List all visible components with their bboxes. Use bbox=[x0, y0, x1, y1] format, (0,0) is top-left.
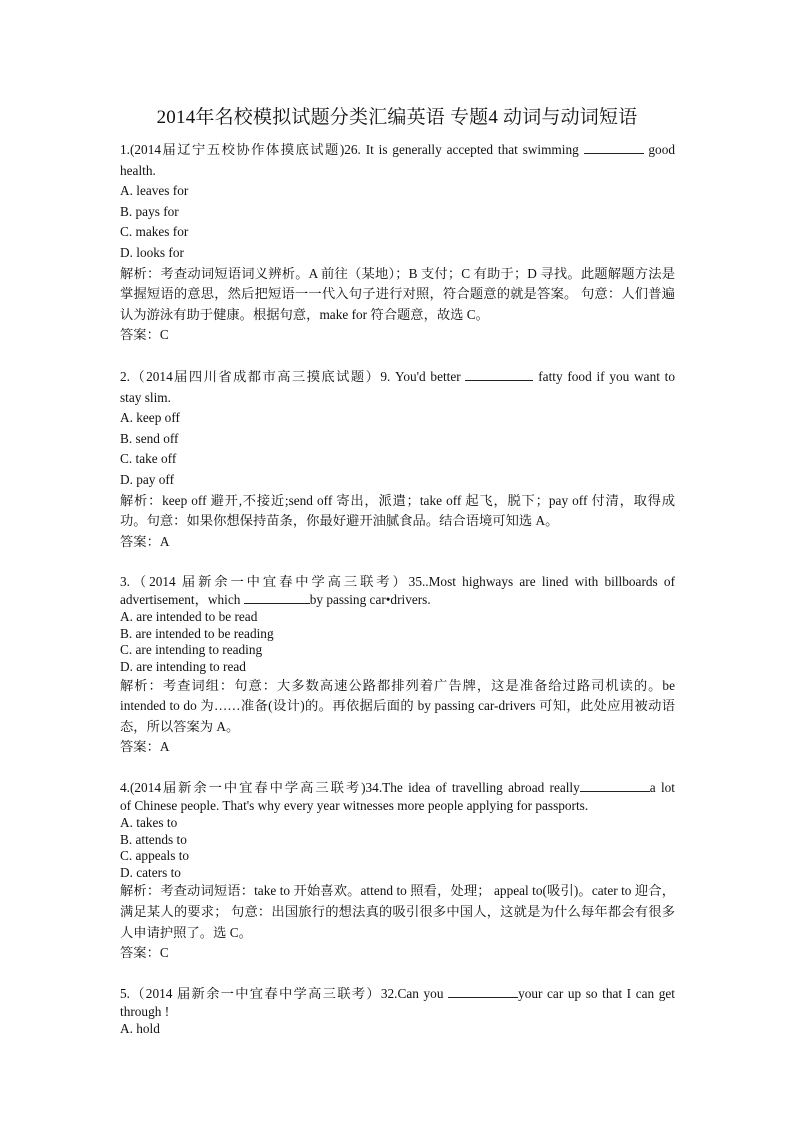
answer: 答案：C bbox=[120, 945, 169, 961]
answer-blank bbox=[584, 141, 644, 154]
explanation: 解析：考查动词短语词义辨析。A 前往（某地）；B 支付；C 有助于；D 寻找。此题解题方法是掌握短语的意思，然后把短语一一代入句子进行对照，符合题意的就是答案。 句意：人们普遍认为游泳有助于健康。根据句意，make for 符合题意，故选 C。 bbox=[120, 265, 675, 322]
spacer bbox=[120, 552, 675, 573]
option-d: D. are intending to read bbox=[120, 659, 246, 675]
question-stem-continued: health. bbox=[120, 162, 156, 178]
question-stem: 3.（2014 届新余一中宜春中学高三联考）35..Most highways are lined with billboards of bbox=[120, 574, 675, 590]
explanation: 解析：考查词组：句意：大多数高速公路都排列着广告牌，这是准备给过路司机读的。be intended to do 为……准备(设计)的。再依据后面的 by passing car-drivers 可知，此处应用被动语态，所以答案为 A。 bbox=[120, 677, 675, 734]
question-4 bbox=[120, 779, 675, 964]
question-2 bbox=[120, 367, 675, 552]
question-1 bbox=[120, 140, 675, 346]
question-stem: 2.（2014届四川省成都市高三摸底试题）9. You'd better fatty food if you want to bbox=[120, 368, 676, 384]
answer: 答案：A bbox=[120, 739, 170, 755]
option-c: C. makes for bbox=[120, 224, 189, 240]
answer-blank bbox=[244, 591, 310, 604]
option-d: D. looks for bbox=[120, 244, 184, 260]
question-stem: 5.（2014 届新余一中宜春中学高三联考）32.Can you your car up so that I can get bbox=[120, 985, 675, 1001]
page-title: 2014年名校模拟试题分类汇编英语 专题4 动词与动词短语 bbox=[156, 107, 638, 128]
option-a: A. leaves for bbox=[120, 183, 189, 199]
answer: 答案：C bbox=[120, 327, 169, 343]
option-c: C. appeals to bbox=[120, 848, 190, 864]
option-c: C. are intending to reading bbox=[120, 642, 263, 658]
answer-blank bbox=[448, 985, 518, 998]
question-stem-continued: of Chinese people. That's why every year witnesses more people applying for passports. bbox=[120, 798, 589, 814]
option-a: A. are intended to be read bbox=[120, 609, 258, 625]
question-5 bbox=[120, 985, 675, 1038]
option-a: A. keep off bbox=[120, 410, 180, 426]
question-stem: 1.(2014届辽宁五校协作体摸底试题)26. It is generally accepted that swimming good bbox=[120, 142, 675, 157]
explanation: 解析：考查动词短语：take to 开始喜欢。attend to 照看，处理； appeal to(吸引)。cater to 迎合，满足某人的要求； 句意：出国旅行的想法真的吸引很多中国人，这就是为什么每年都会有很多人申请护照了。选 C。 bbox=[120, 883, 675, 940]
spacer bbox=[120, 346, 675, 367]
question-stem: 4.(2014届新余一中宜春中学高三联考)34.The idea of travelling abroad really a lot bbox=[120, 780, 675, 796]
option-d: D. pay off bbox=[120, 471, 175, 487]
option-d: D. caters to bbox=[120, 864, 181, 880]
answer-blank bbox=[580, 779, 650, 792]
question-stem-continued: advertisement，which by passing car•drivers. bbox=[120, 592, 431, 608]
option-a: A. takes to bbox=[120, 815, 178, 831]
question-3 bbox=[120, 573, 675, 758]
question-stem-continued: stay slim. bbox=[120, 389, 171, 405]
answer-blank bbox=[465, 368, 533, 381]
option-b: B. are intended to be reading bbox=[120, 625, 274, 641]
option-b: B. send off bbox=[120, 430, 179, 446]
option-b: B. pays for bbox=[120, 203, 179, 219]
answer: 答案：A bbox=[120, 533, 170, 549]
option-c: C. take off bbox=[120, 451, 177, 467]
spacer bbox=[120, 964, 675, 985]
explanation: 解析：keep off 避开,不接近;send off 寄出，派遣；take off 起飞，脱下；pay off 付清，取得成功。句意：如果你想保持苗条，你最好避开油腻食品。结合语境可知选 A。 bbox=[120, 492, 675, 529]
spacer bbox=[120, 758, 675, 779]
question-stem-continued: through ! bbox=[120, 1003, 170, 1019]
option-b: B. attends to bbox=[120, 831, 187, 847]
question-list bbox=[120, 140, 675, 1037]
option-a: A. hold bbox=[120, 1020, 160, 1036]
